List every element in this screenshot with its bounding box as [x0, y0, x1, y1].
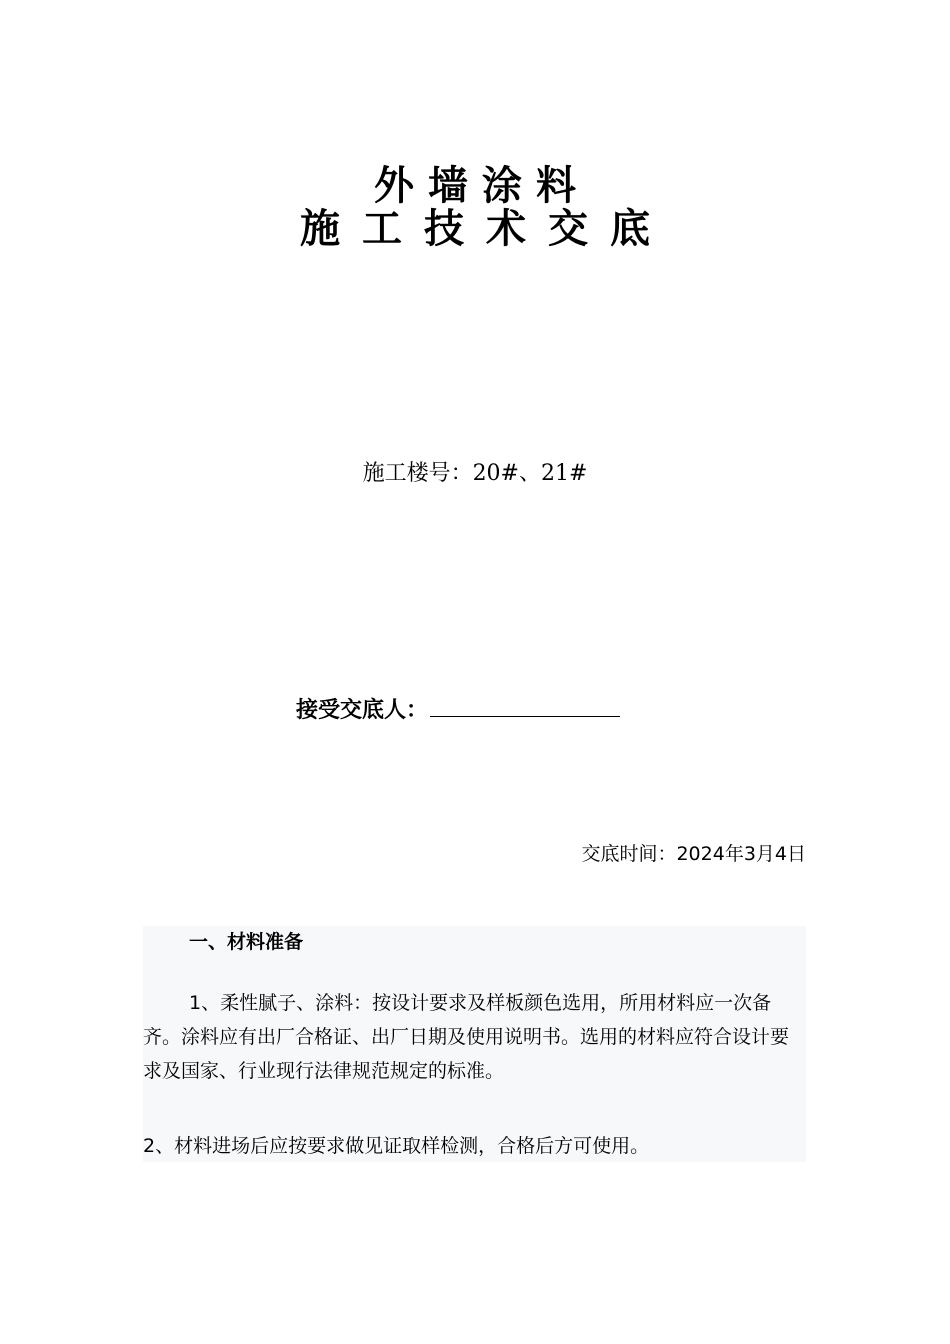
document-title-line-1: 外墙涂料	[374, 162, 590, 209]
section-heading: 一、材料准备	[189, 931, 304, 953]
paragraph-2: 2、材料进场后应按要求做见证取样检测，合格后方可使用。	[143, 1135, 650, 1157]
receiver-signature-line	[430, 694, 620, 717]
document-title-line-2: 施工技术交底	[300, 205, 672, 252]
briefing-date: 交底时间：2024年3月4日	[581, 843, 806, 865]
paragraph-1: 1、柔性腻子、涂料：按设计要求及样板颜色选用，所用材料应一次备齐。涂料应有出厂合格证、出厂日期及使用说明书。选用的材料应符合设计要求及国家、行业现行法律规范规定的标准。	[143, 992, 790, 1082]
section-materials	[143, 926, 806, 1162]
receiver-row	[296, 694, 620, 727]
building-number: 施工楼号：20#、21#	[362, 461, 588, 486]
receiver-label: 接受交底人：	[296, 698, 429, 723]
